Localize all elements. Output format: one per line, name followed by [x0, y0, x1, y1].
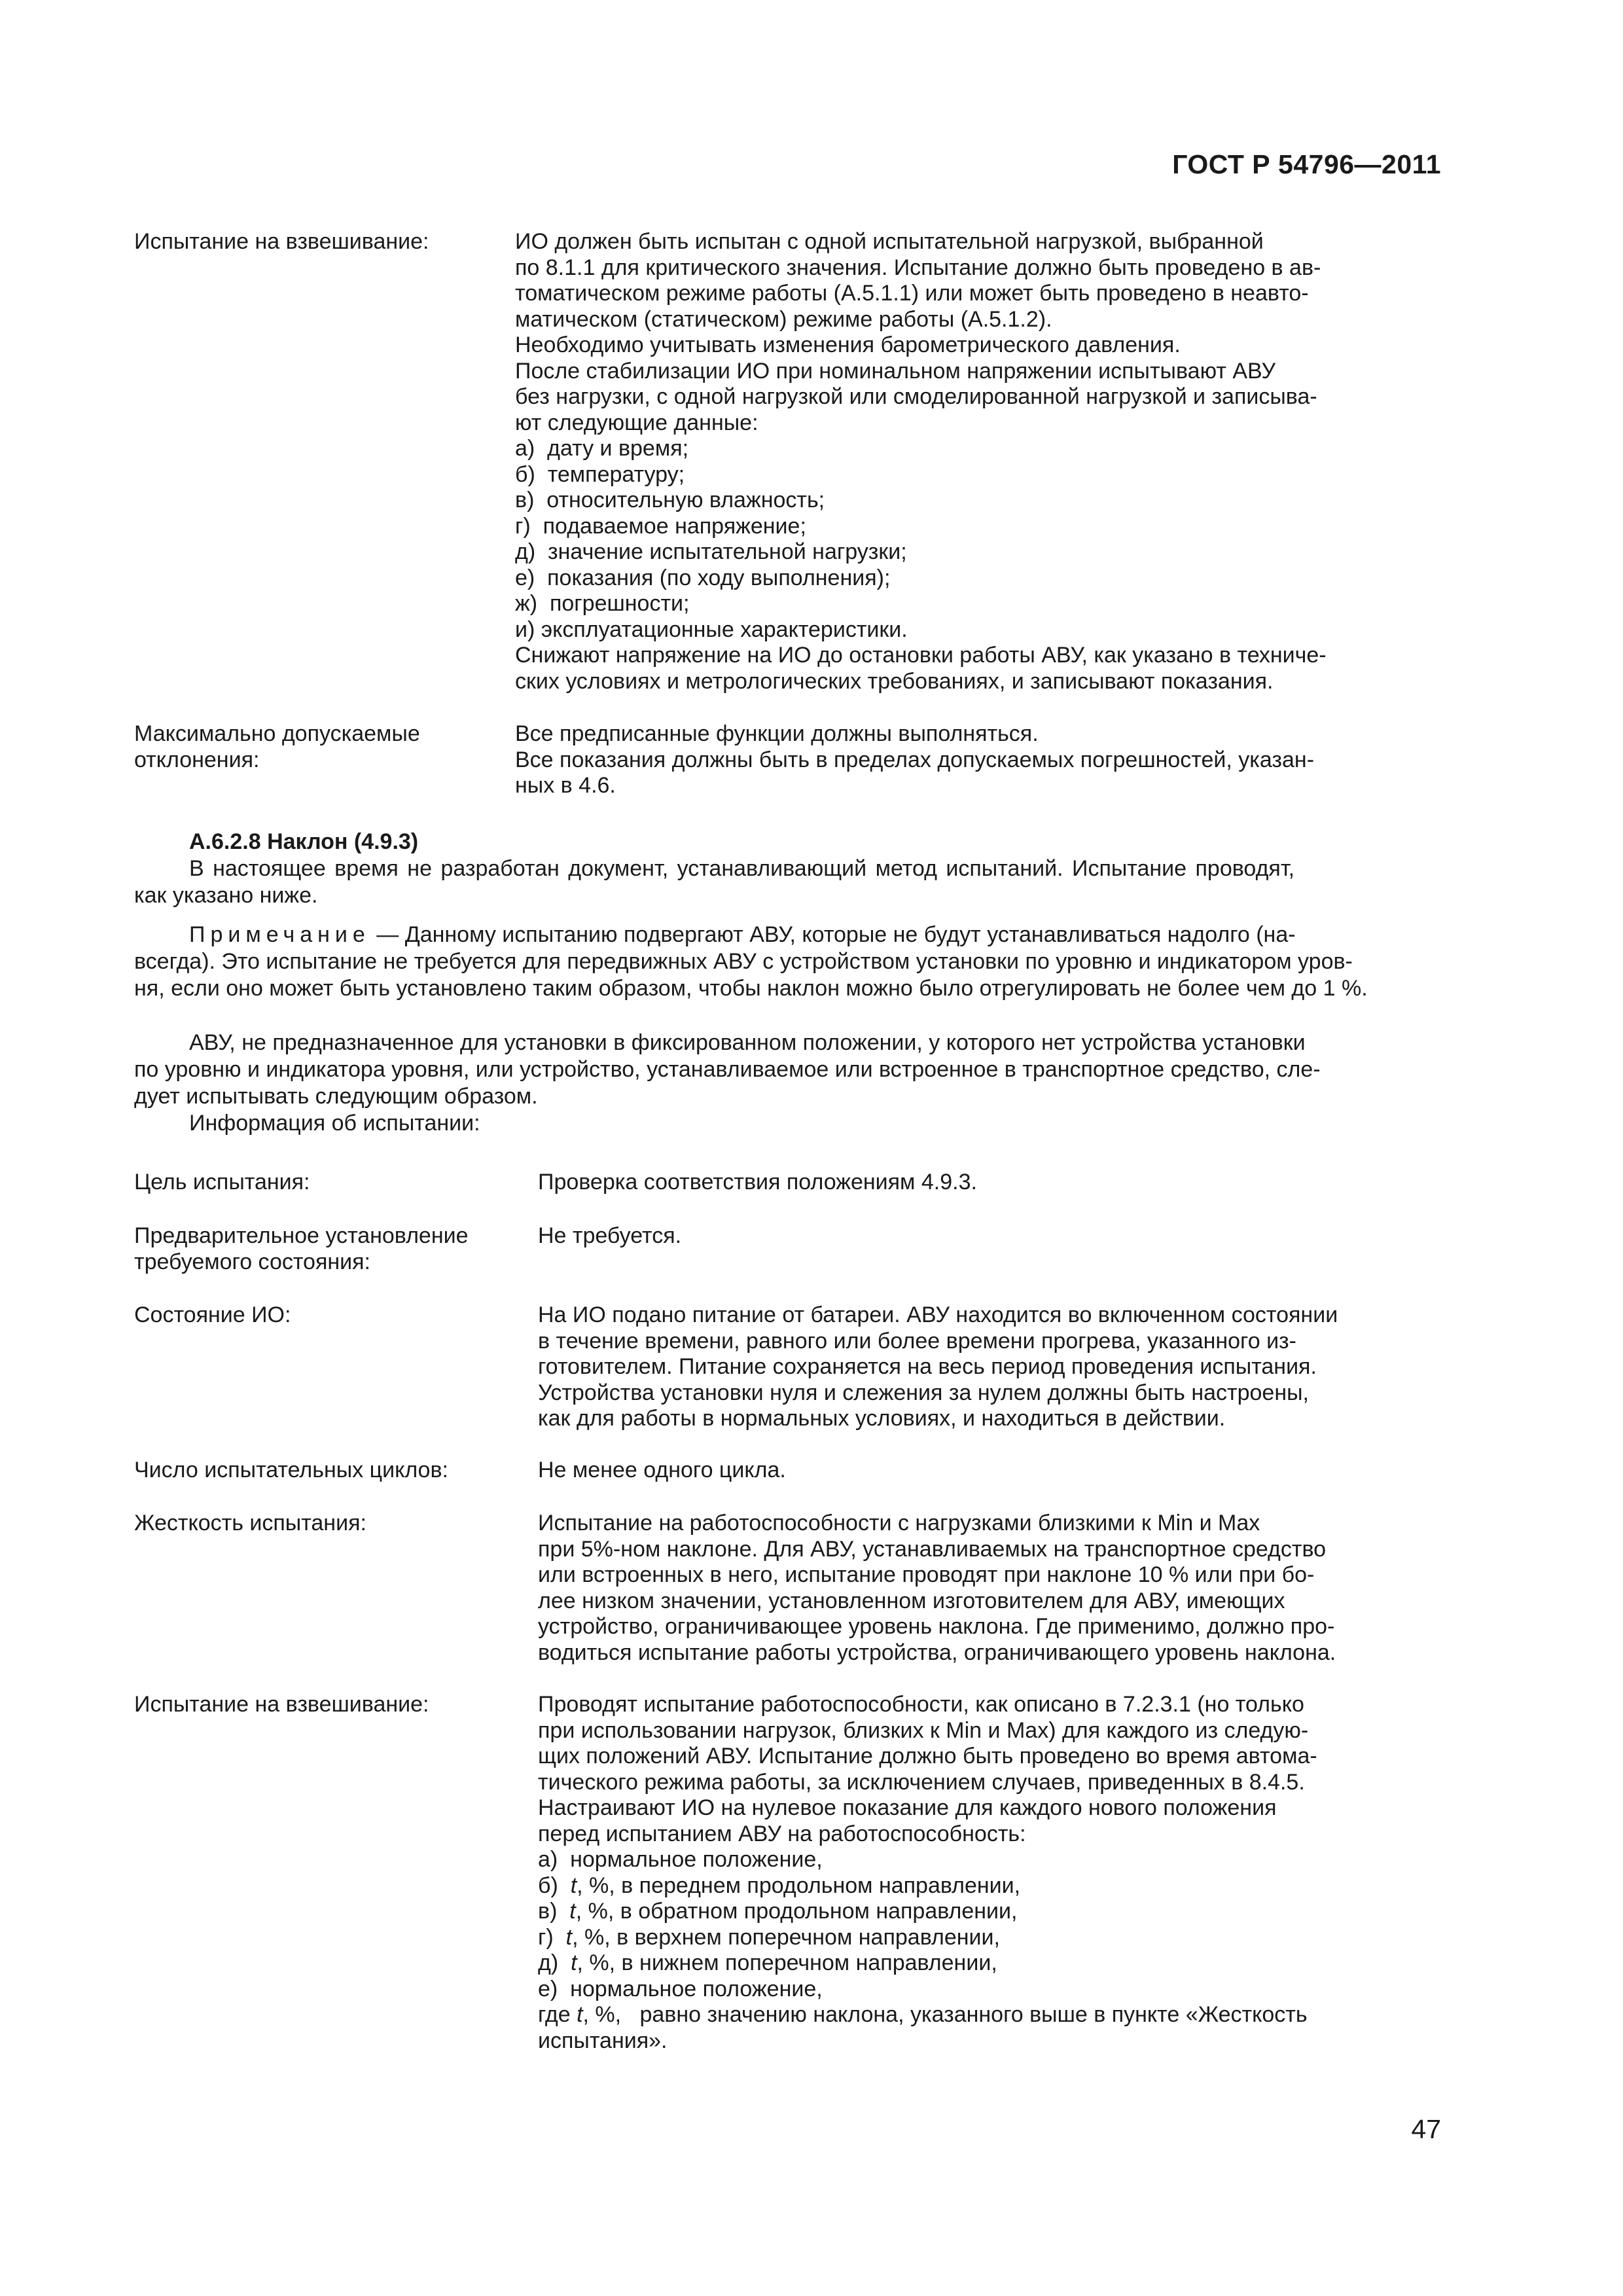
row-value: Все предписанные функции должны выполняться. Все показания должны быть в пределах допускаемых погрешностей, указан- ных в 4.6.: [515, 721, 1315, 798]
page-number: 47: [1411, 2114, 1441, 2144]
document-header: ГОСТ Р 54796—2011: [1172, 149, 1441, 179]
note-paragraph: Примечание — Данному испытанию подвергают АВУ, которые не будут устанавливаться надолго (на- всегда). Это испытание не требуется для передвижных АВУ с устройством установки по уровню и индикатором уров- ня, если оно может быть установлено таким образом, чтобы наклон можно было отрегулировать не более чем до 1 %.: [134, 922, 1368, 1001]
section-heading: А.6.2.8 Наклон (4.9.3): [189, 829, 419, 854]
row-label: Испытание на взвешивание:: [134, 229, 429, 254]
note-label: Примечание: [189, 922, 370, 947]
row-value: ИО должен быть испытан с одной испытательной нагрузкой, выбранной по 8.1.1 для критического значения. Испытание должно быть проведено в ав- томатическом режиме работы (А.5.1.1) или может быть проведено в неавто- матическом (статическом) режиме работы (А.5.1.2). Необходимо учитывать изменения барометрического давления. После стабилизации ИО при номинальном напряжении испытывают АВУ без нагрузки, с одной нагрузкой или смоделированной нагрузкой и записыва- ют следующие данные: а) дату и время; б) температуру; в) относительную влажность; г) подаваемое напряжение; д) значение испытательной нагрузки; е) показания (по ходу выполнения); ж) погрешности; и) эксплуатационные характеристики. Снижают напряжение на ИО до остановки работы АВУ, как указано в техниче- ских условиях и метрологических требованиях, и записывают показания.: [515, 229, 1327, 694]
intro-paragraph: В настоящее время не разработан документ, устанавливающий метод испытаний. Испытание проводят, как указано ниже.: [134, 856, 1295, 908]
aby-paragraph: АВУ, не предназначенное для установки в фиксированном положении, у которого нет устройства установки по уровню и индикатора уровня, или устройство, устанавливаемое или встроенное в транспортное средство, сле- дует испытывать следующим образом. Информация об испытании:: [134, 1030, 1321, 1136]
document-page: ГОСТ Р 54796—2011 Испытание на взвешивание: ИО должен быть испытан с одной испытательной нагрузкой, выбранной по 8.1.1 для критического значения. Испытание должно быть проведено в ав- томатическом режиме работы (А.5.1.1) или может быть проведено в неавто- матическом (статическом) режиме работы (А.5.1.2). Необходимо учитывать изменения барометрического давления. После стабилизации ИО при номинальном напряжении испытывают АВУ без нагрузки, с одной нагрузкой или смоделированной нагрузкой и записыва- ют следующие данные: а) дату и время; б) температуру; в) относительную влажность; г) подаваемое напряжение; д) значение испытательной нагрузки; е) показания (по ходу выполнения); ж) погрешности; и) эксплуатационные характеристики. Снижают напряжение на ИО до остановки работы АВУ, как указано в техниче- ских условиях и метрологических требованиях, и записывают показания. Максимально допускаемые отклонения: Все предписанные функции должны выполняться. Все показания должны быть в пределах допускаемых погрешностей, указан- ных в 4.6. А.6.2.8 Наклон (4.9.3) В настоящее время не разработан документ, устанавливающий метод испытаний. Испытание проводят, как указано ниже. Примечание — Данному испытанию подвергают АВУ, которые не будут устанавливаться надолго (на- всегда). Это испытание не требуется для передвижных АВУ с устройством установки по уровню и индикатором уров- ня, если оно может быть установлено таким образом, чтобы наклон можно было отрегулировать не более чем до 1 %. АВУ, не предназначенное для установки в фиксированном положении, у которого нет устройства установки по уровню и индикатора уровня, или устройство, устанавливаемое или встроенное в транспортное средство, сле- дует испытывать следующим образом. Информация об испытании: Цель испытания: Проверка соответствия положениям 4.9.3. Предварительное установление требуемого состояния: Не требуется. Состояние ИО: На ИО подано питание от батареи. АВУ находится во включенном состоянии в течение времени, равного или более времени прогрева, указанного из- готовителем. Питание сохраняется на весь период проведения испытания. Устройства установки нуля и слежения за нулем должны быть настроены, как для работы в нормальных условиях, и находиться в действии. Число испытательных циклов: Не менее одного цикла. Жесткость испытания: Испытание на работоспособности с нагрузками близкими к Min и Max при 5%-ном наклоне. Для АВУ, устанавливаемых на транспортное средство или встроенных в него, испытание проводят при наклоне 10 % или при бо- лее низком значении, установленном изготовителем для АВУ, имеющих устройство, ограничивающее уровень наклона. Где применимо, должно про- водиться испытание работы устройства, ограничивающего уровень наклона. Испытание на взвешивание: Проводят испытание работоспособности, как описано в 7.2.3.1 (но только при использовании нагрузок, близких к Min и Max) для каждого из следую- щих положений АВУ. Испытание должно быть проведено во время автома- тического режима работы, за исключением случаев, приведенных в 8.4.5. Настраивают ИО на нулевое показание для каждого нового положения перед испытанием АВУ на работоспособность: а) нормальное положение, б) t, %, в переднем продольном направлении, в) t, %, в обратном продольном направлении, г) t, %, в верхнем поперечном направлении, д) t, %, в нижнем поперечном направлении, е) нормальное положение, где t, %, равно значению наклона, указанного выше в пункте «Жесткость испытания». 47: [0, 0, 1623, 2296]
row-label: Максимально допускаемые отклонения:: [134, 721, 420, 772]
